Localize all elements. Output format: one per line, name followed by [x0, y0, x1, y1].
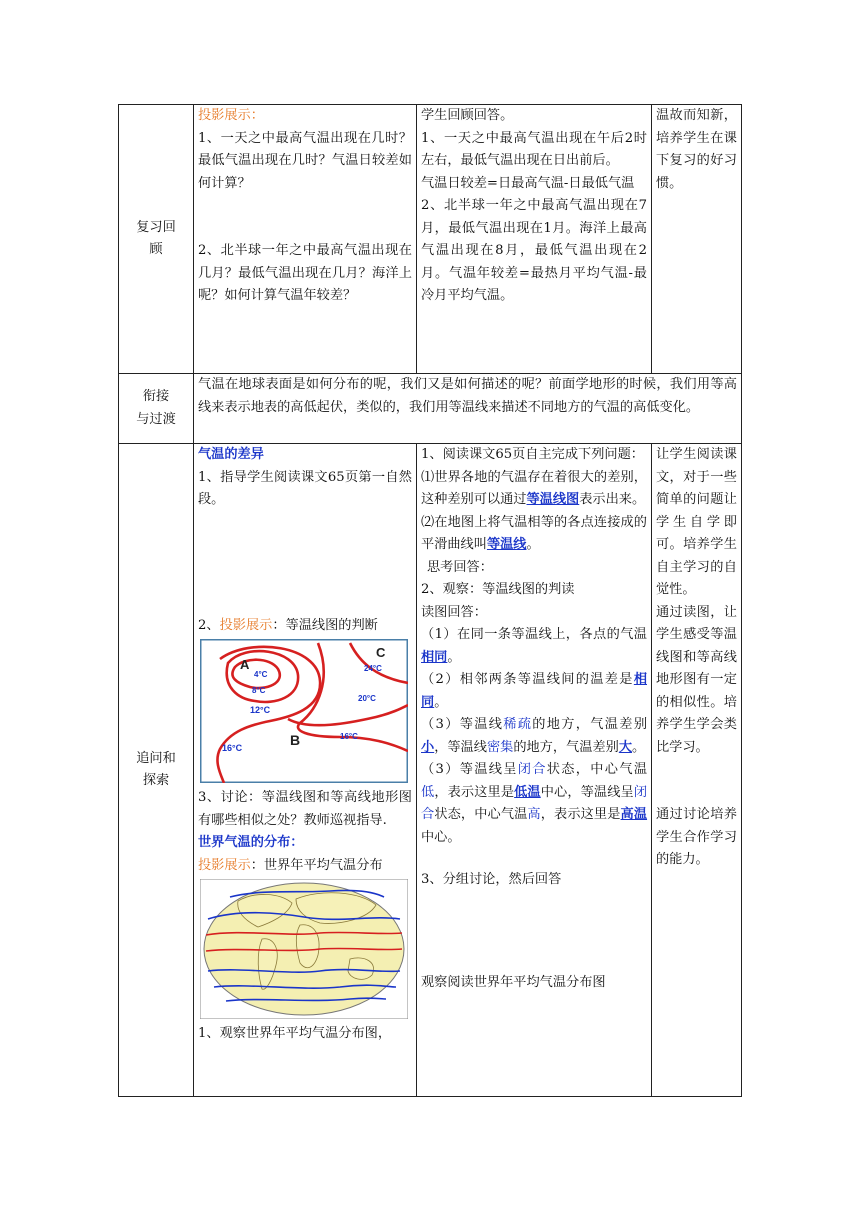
text-run: （1）在同一条等温线上，各点的气温: [421, 627, 647, 642]
heading-world-distribution: 世界气温的分布：: [198, 835, 304, 850]
student-task-1a: [421, 467, 647, 512]
question-1: 1、一天之中最高气温出现在几时？最低气温出现在几时？气温日较差如何计算？: [198, 130, 412, 191]
table-row-transition: [119, 374, 742, 444]
projection-world-label: 投影展示: [198, 857, 251, 873]
text-run: 的地方，气温差别: [532, 717, 648, 732]
text-run: ⑵在地图上将气温相等的各点连接成的平滑曲线叫: [421, 514, 647, 552]
map-label: 16°C: [222, 743, 243, 753]
answer-isotherm-map: 等温线图: [526, 492, 580, 507]
map-label: 16°C: [340, 732, 358, 741]
student-task-1: 1、阅读课文65页自主完成下列问题：: [421, 447, 644, 462]
keyword: 闭合: [421, 784, 648, 822]
student-task-1b: [421, 512, 647, 557]
student-cell-explore: [417, 444, 652, 1097]
conclusion-3: [421, 714, 647, 759]
table-row-explore: [119, 444, 742, 1097]
question-2: 2、北半球一年之中最高气温出现在几月？最低气温出现在几月？海洋上呢？如何计算气温年较差？: [198, 243, 412, 303]
student-intro: 学生回顾回答。: [421, 108, 514, 123]
student-task-3: 3、分组讨论，然后回答: [421, 872, 562, 887]
conclusion-1: [421, 624, 647, 669]
stage-cell-transition: [119, 374, 194, 444]
text-run: ⑴世界各地的气温存在着很大的差别，这种差别可以通过: [421, 469, 647, 507]
conclusion-4: [421, 759, 647, 849]
stage-cell-review: [119, 105, 194, 374]
student-cell-review: [417, 105, 652, 374]
text-run: （2）相邻两条等温线间的温差是: [421, 672, 634, 687]
text-run: 。: [526, 537, 540, 552]
step2-rest: ：等温线图的判断: [272, 617, 378, 633]
text-run: ，表示这里是: [434, 784, 515, 800]
answer-key: 大: [618, 739, 632, 755]
intent-text-1: 让学生阅读课文，对于一些简单的问题让学生自学即可。培养学生自主学习的自觉性。: [656, 447, 737, 597]
intent-text-3: 通过讨论培养学生合作学习的能力。: [656, 807, 737, 867]
stage-label-line2: 探索: [142, 773, 170, 788]
lesson-plan-table: [118, 104, 742, 1097]
keyword: 闭合: [517, 762, 547, 777]
answer-1: 1、一天之中最高气温出现在午后2时左右，最低气温出现在日出前后。: [421, 130, 647, 168]
keyword: 低: [421, 784, 435, 800]
projection-world: [198, 855, 412, 878]
map-label: 24°C: [364, 664, 382, 673]
intent-cell-review: [652, 105, 742, 374]
keyword: 稀疏: [503, 717, 533, 732]
stage-label-line1: 衔接: [142, 389, 170, 404]
step2-prefix: 2、: [198, 617, 220, 633]
stage-label-line2: 与过渡: [136, 411, 176, 427]
map-label: 12°C: [250, 705, 271, 715]
student-task-2b: 读图回答：: [421, 604, 487, 620]
intent-text-2: 通过读图，让学生感受等温线图和等高线地形图有一定的相似性。培养学生学会类比学习。: [656, 604, 737, 755]
answer-isotherm: 等温线: [486, 537, 527, 552]
text-run: 中心，等温线呈: [540, 784, 634, 800]
transition-text: 气温在地球表面是如何分布的呢，我们又是如何描述的呢？前面学地形的时候，我们用等高线来表示地表的高低起伏，类似的，我们用等温线来描述不同地方的气温的高低变化。: [198, 377, 737, 415]
text-run: （3）等温线: [421, 717, 504, 732]
text-run: 。: [632, 739, 646, 755]
answer-key: 相同: [421, 649, 448, 665]
answer-2: 2、北半球一年之中最高气温出现在7月，最低气温出现在1月。海洋上最高气温出现在8月，最低气温出现在2月。气温年较差=最热月平均气温-最冷月平均气温。: [421, 198, 647, 303]
teacher-step-2: [198, 615, 412, 638]
text-run: 状态，中心气温: [434, 807, 528, 822]
map-label: 4°C: [254, 670, 268, 679]
step2-projection: 投影展示: [219, 617, 273, 633]
text-run: ，表示这里是: [540, 807, 621, 822]
text-run: （3）等温线呈: [421, 762, 518, 777]
conclusion-2: [421, 669, 647, 714]
answer-key: 高温: [620, 807, 648, 822]
text-run: 中心。: [421, 829, 461, 845]
formula-daily-range: 气温日较差=日最高气温-日最低气温: [421, 175, 635, 191]
stage-label-line1: 追问和: [136, 750, 176, 766]
transition-text-cell: [194, 374, 742, 444]
keyword: 密集: [486, 739, 514, 755]
keyword: 高: [527, 807, 541, 822]
student-task-2: 2、观察：等温线图的判读: [421, 582, 575, 597]
teacher-step-3: 3、讨论：等温线图和等高线地形图有哪些相似之处？教师巡视指导.: [198, 790, 412, 828]
heading-temperature-difference: 气温的差异: [198, 447, 264, 462]
answer-key: 小: [421, 739, 435, 755]
stage-label-line1: 复习回: [136, 219, 176, 235]
map-label: A: [240, 657, 250, 672]
text-run: 。: [447, 649, 461, 665]
stage-label-line2: 顾: [149, 242, 163, 257]
text-run: 。: [434, 694, 448, 710]
think-answer: 思考回答：: [427, 559, 493, 575]
teacher-cell-explore: [194, 444, 417, 1097]
map-label: 8°C: [252, 686, 266, 695]
stage-cell-explore: [119, 444, 194, 1097]
world-temperature-map-image: [200, 879, 408, 1019]
text-run: 状态，中心气温: [546, 762, 648, 777]
intent-cell-explore: [652, 444, 742, 1097]
table-row-review: [119, 105, 742, 374]
projection-label: 投影展示：: [198, 108, 264, 123]
map-label: C: [376, 645, 386, 660]
map-label: B: [290, 732, 301, 748]
isotherm-map-image: [200, 639, 408, 783]
teacher-cell-review: [194, 105, 417, 374]
answer-key: 低温: [514, 784, 541, 800]
teacher-step-4: 1、观察世界年平均气温分布图，: [198, 1026, 392, 1041]
text-run: 的地方，气温差别: [513, 739, 619, 755]
student-task-4: 观察阅读世界年平均气温分布图: [421, 974, 606, 990]
projection-world-rest: ：世界年平均气温分布: [250, 857, 383, 873]
text-run: 表示出来。: [579, 492, 646, 507]
intent-text: 温故而知新，培养学生在课下复习的好习惯。: [656, 108, 737, 191]
teacher-step-1: 1、指导学生阅读课文65页第一自然段。: [198, 469, 412, 507]
answer-key: 相同: [421, 672, 647, 710]
map-label: 20°C: [358, 694, 376, 703]
text-run: ，等温线: [434, 739, 487, 755]
